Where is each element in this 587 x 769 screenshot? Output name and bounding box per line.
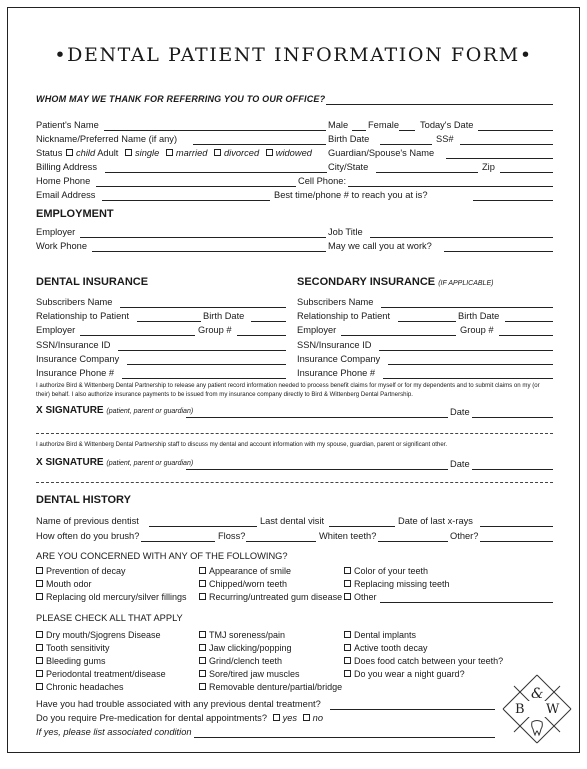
premed-yes-checkbox[interactable] (273, 714, 280, 721)
concern-chipped-checkbox[interactable] (199, 580, 206, 587)
secondary-group-label: Group # (460, 325, 494, 335)
secondary-group-field[interactable] (499, 335, 553, 336)
secondary-employer-label: Employer (297, 325, 337, 335)
primary-ssn-field[interactable] (118, 350, 286, 351)
concern-color[interactable] (344, 565, 428, 577)
check-bleeding-gums[interactable] (36, 655, 106, 667)
check-tooth-decay-label: Active tooth decay (354, 643, 428, 653)
job-title-label: Job Title (328, 227, 363, 237)
concern-missing-teeth-label: Replacing missing teeth (354, 579, 450, 589)
cell-phone-field[interactable] (348, 186, 553, 187)
check-periodontal-label: Periodontal treatment/disease (46, 669, 166, 679)
birth-date-label: Birth Date (328, 134, 370, 144)
concern-fillings-checkbox[interactable] (36, 593, 43, 600)
check-bleeding-gums-label: Bleeding gums (46, 656, 106, 666)
signature-1-note: (patient, parent or guardian) (106, 408, 194, 415)
check-dry-mouth-label: Dry mouth/Sjogrens Disease (46, 630, 161, 640)
check-denture-checkbox[interactable] (199, 683, 206, 690)
may-we-call-field[interactable] (444, 251, 553, 252)
cell-phone-label: Cell Phone: (298, 176, 347, 186)
primary-company-label: Insurance Company (36, 354, 120, 364)
tooth-icon (532, 721, 543, 736)
whiten-label: Whiten teeth? (319, 531, 377, 541)
primary-employer-field[interactable] (80, 335, 195, 336)
status-married-label: married (175, 148, 208, 158)
concern-missing-teeth-checkbox[interactable] (344, 580, 351, 587)
primary-group-field[interactable] (237, 335, 286, 336)
secondary-insurance-note: (IF APPLICABLE) (438, 280, 494, 287)
primary-subscriber-label: Subscribers Name (36, 297, 113, 307)
signature-1-label: X SIGNATURE (36, 405, 104, 416)
check-jaw-muscles[interactable] (199, 668, 300, 680)
primary-birth-date-label: Birth Date (203, 311, 245, 321)
signature-2-date-label: Date (450, 459, 470, 469)
cut-line-1 (36, 433, 553, 434)
authorization-release-text: I authorize Bird & Wittenberg Dental Partnership to release any patient record information needed to process benefit claims for myself or for my dependents and to submit claims on my (or their) behalf. I also authorize insurance payments to be issued from my insurance company directly to Bird & Wittenberg Dental Partnership. (36, 382, 540, 398)
primary-relationship-label: Relationship to Patient (36, 311, 130, 321)
ssn-field[interactable] (460, 144, 553, 145)
job-title-field[interactable] (370, 237, 553, 238)
status-married-checkbox[interactable] (166, 149, 173, 156)
work-phone-field[interactable] (92, 251, 326, 252)
trouble-field[interactable] (330, 709, 495, 710)
check-dry-mouth[interactable] (36, 629, 161, 641)
signature-2-date-field[interactable] (472, 469, 553, 470)
primary-relationship-field[interactable] (137, 321, 201, 322)
premed-yes-label: yes (282, 713, 298, 723)
ssn-label: SS# (436, 134, 454, 144)
premed-label: Do you require Pre-medication for dental appointments? (36, 713, 268, 723)
premed-no-label: no (312, 713, 324, 723)
concern-color-checkbox[interactable] (344, 567, 351, 574)
check-sensitivity-label: Tooth sensitivity (46, 643, 110, 653)
check-food-catch[interactable] (344, 655, 503, 667)
billing-label: Billing Address (36, 162, 97, 172)
check-implants-checkbox[interactable] (344, 631, 351, 638)
premed-row (36, 712, 323, 724)
other-label: Other? (450, 531, 479, 541)
may-we-call-label: May we call you at work? (328, 241, 432, 251)
bw-logo (502, 674, 572, 744)
concern-other-checkbox[interactable] (344, 593, 351, 600)
conditions-field[interactable] (194, 737, 495, 738)
billing-field[interactable] (105, 172, 327, 173)
brush-label: How often do you brush? (36, 531, 140, 541)
secondary-birth-date-field[interactable] (505, 321, 553, 322)
logo-ampersand: & (531, 686, 544, 702)
check-grind[interactable] (199, 655, 282, 667)
checklist-heading: PLEASE CHECK ALL THAT APPLY (36, 613, 183, 623)
check-implants-label: Dental implants (354, 630, 417, 640)
signature-2-note: (patient, parent or guardian) (106, 460, 194, 467)
primary-company-field[interactable] (127, 364, 286, 365)
concern-other[interactable] (344, 591, 377, 603)
primary-birth-date-field[interactable] (251, 321, 286, 322)
last-visit-field[interactable] (329, 526, 395, 527)
check-night-guard-label: Do you wear a night guard? (354, 669, 465, 679)
signature-1-block (36, 405, 193, 416)
concern-mouth-odor-checkbox[interactable] (36, 580, 43, 587)
concern-fillings-label: Replacing old mercury/silver fillings (46, 592, 187, 602)
city-state-field[interactable] (376, 172, 478, 173)
concern-appearance-label: Appearance of smile (209, 566, 292, 576)
status-divorced-checkbox[interactable] (214, 149, 221, 156)
check-jaw-muscles-checkbox[interactable] (199, 670, 206, 677)
status-single-label: single (135, 148, 160, 158)
signature-2-block (36, 457, 193, 468)
status-options (66, 147, 312, 159)
nickname-label: Nickname/Preferred Name (if any) (36, 134, 178, 144)
concern-prevention-label: Prevention of decay (46, 566, 126, 576)
check-jaw-clicking-checkbox[interactable] (199, 644, 206, 651)
check-headaches-label: Chronic headaches (46, 682, 124, 692)
male-field[interactable] (352, 130, 366, 131)
secondary-subscriber-field[interactable] (381, 307, 553, 308)
primary-phone-field[interactable] (122, 378, 286, 379)
status-adult-label: Adult (97, 148, 119, 158)
form-title: •DENTAL PATIENT INFORMATION FORM• (54, 44, 533, 66)
check-jaw-clicking-label: Jaw clicking/popping (209, 643, 292, 653)
dental-history-heading: DENTAL HISTORY (36, 494, 131, 506)
work-phone-label: Work Phone (36, 241, 87, 251)
check-denture-label: Removable denture/partial/bridge (209, 682, 343, 692)
concern-other-field[interactable] (380, 602, 553, 603)
guardian-field[interactable] (446, 158, 553, 159)
authorization-discuss-text: I authorize Bird & Wittenberg Dental Partnership staff to discuss my dental and account information with my spouse, guardian, parent or significant other. (36, 441, 448, 448)
primary-subscriber-field[interactable] (120, 307, 286, 308)
email-label: Email Address (36, 190, 96, 200)
best-time-field[interactable] (473, 200, 553, 201)
todays-date-field[interactable] (478, 130, 553, 131)
concern-chipped-label: Chipped/worn teeth (209, 579, 288, 589)
check-sensitivity-checkbox[interactable] (36, 644, 43, 651)
employment-heading: EMPLOYMENT (36, 208, 114, 220)
city-state-label: City/State (328, 162, 369, 172)
logo-letter-b: B (515, 702, 525, 717)
concern-chipped[interactable] (199, 578, 287, 590)
best-time-label: Best time/phone # to reach you at is? (274, 190, 428, 200)
check-periodontal-checkbox[interactable] (36, 670, 43, 677)
concern-missing-teeth[interactable] (344, 578, 450, 590)
secondary-company-label: Insurance Company (297, 354, 381, 364)
guardian-label: Guardian/Spouse's Name (328, 148, 435, 158)
check-grind-label: Grind/clench teeth (209, 656, 283, 666)
primary-ssn-label: SSN/Insurance ID (36, 340, 111, 350)
brush-field[interactable] (141, 541, 215, 542)
signature-1-date-label: Date (450, 407, 470, 417)
home-phone-field[interactable] (96, 186, 296, 187)
concern-color-label: Color of your teeth (354, 566, 429, 576)
concern-prevention-checkbox[interactable] (36, 567, 43, 574)
cut-line-2 (36, 482, 553, 483)
signature-1-date-field[interactable] (472, 417, 553, 418)
home-phone-label: Home Phone (36, 176, 91, 186)
logo-letter-w: W (546, 702, 560, 717)
nickname-field[interactable] (193, 144, 326, 145)
check-food-catch-checkbox[interactable] (344, 657, 351, 664)
female-label: Female (368, 120, 400, 130)
check-bleeding-gums-checkbox[interactable] (36, 657, 43, 664)
check-night-guard[interactable] (344, 668, 465, 680)
last-xrays-label: Date of last x-rays (398, 516, 473, 526)
check-food-catch-label: Does food catch between your teeth? (354, 656, 504, 666)
email-field[interactable] (102, 200, 270, 201)
secondary-insurance-heading (297, 276, 493, 288)
primary-employer-label: Employer (36, 325, 76, 335)
employer-field[interactable] (80, 237, 326, 238)
secondary-phone-label: Insurance Phone # (297, 368, 376, 378)
primary-group-label: Group # (198, 325, 232, 335)
conditions-label: If yes, please list associated condition (36, 727, 192, 737)
floss-label: Floss? (218, 531, 246, 541)
referral-question: WHOM MAY WE THANK FOR REFERRING YOU TO OUR OFFICE? (36, 94, 326, 104)
signature-1-field[interactable] (186, 417, 448, 418)
previous-dentist-label: Name of previous dentist (36, 516, 139, 526)
check-sensitivity[interactable] (36, 642, 110, 654)
status-divorced-label: divorced (224, 148, 260, 158)
concern-prevention[interactable] (36, 565, 126, 577)
status-label: Status (36, 148, 63, 158)
check-tooth-decay-checkbox[interactable] (344, 644, 351, 651)
previous-dentist-field[interactable] (149, 526, 257, 527)
secondary-relationship-label: Relationship to Patient (297, 311, 391, 321)
status-widowed-checkbox[interactable] (266, 149, 273, 156)
concerns-heading: ARE YOU CONCERNED WITH ANY OF THE FOLLOWING? (36, 551, 288, 561)
secondary-birth-date-label: Birth Date (458, 311, 500, 321)
todays-date-label: Today's Date (420, 120, 474, 130)
whiten-field[interactable] (378, 541, 448, 542)
concern-gum-disease[interactable] (199, 591, 342, 603)
concern-mouth-odor[interactable] (36, 578, 92, 590)
patient-name-field[interactable] (104, 130, 326, 131)
employer-label: Employer (36, 227, 76, 237)
premed-no-checkbox[interactable] (303, 714, 310, 721)
secondary-company-field[interactable] (388, 364, 553, 365)
last-xrays-field[interactable] (480, 526, 553, 527)
concern-appearance-checkbox[interactable] (199, 567, 206, 574)
check-jaw-muscles-label: Sore/tired jaw muscles (209, 669, 300, 679)
signature-2-field[interactable] (186, 469, 448, 470)
floss-field[interactable] (246, 541, 316, 542)
secondary-ssn-field[interactable] (379, 350, 553, 351)
check-night-guard-checkbox[interactable] (344, 670, 351, 677)
secondary-phone-field[interactable] (383, 378, 553, 379)
check-jaw-clicking[interactable] (199, 642, 292, 654)
status-single-checkbox[interactable] (125, 149, 132, 156)
concern-appearance[interactable] (199, 565, 291, 577)
secondary-subscriber-label: Subscribers Name (297, 297, 374, 307)
concern-gum-disease-checkbox[interactable] (199, 593, 206, 600)
check-tmj-label: TMJ soreness/pain (209, 630, 286, 640)
secondary-employer-field[interactable] (341, 335, 456, 336)
form-page (7, 7, 580, 753)
secondary-relationship-field[interactable] (398, 321, 456, 322)
check-dry-mouth-checkbox[interactable] (36, 631, 43, 638)
check-headaches-checkbox[interactable] (36, 683, 43, 690)
status-widowed-label: widowed (275, 148, 312, 158)
primary-phone-label: Insurance Phone # (36, 368, 115, 378)
zip-field[interactable] (500, 172, 553, 173)
trouble-label: Have you had trouble associated with any previous dental treatment? (36, 699, 321, 709)
check-headaches[interactable] (36, 681, 124, 693)
status-child-label: child (76, 148, 96, 158)
female-field[interactable] (399, 130, 415, 131)
secondary-insurance-title: SECONDARY INSURANCE (297, 276, 436, 288)
other-field[interactable] (480, 541, 553, 542)
check-implants[interactable] (344, 629, 416, 641)
check-periodontal[interactable] (36, 668, 166, 680)
last-visit-label: Last dental visit (260, 516, 325, 526)
male-label: Male (328, 120, 349, 130)
signature-2-label: X SIGNATURE (36, 457, 104, 468)
check-tooth-decay[interactable] (344, 642, 428, 654)
concern-gum-disease-label: Recurring/untreated gum disease (209, 592, 343, 602)
patient-name-label: Patient's Name (36, 120, 99, 130)
check-grind-checkbox[interactable] (199, 657, 206, 664)
status-child-checkbox[interactable] (66, 149, 73, 156)
dental-insurance-heading: DENTAL INSURANCE (36, 276, 149, 288)
check-tmj-checkbox[interactable] (199, 631, 206, 638)
secondary-ssn-label: SSN/Insurance ID (297, 340, 372, 350)
zip-label: Zip (482, 162, 495, 172)
birth-date-field[interactable] (380, 144, 432, 145)
concern-mouth-odor-label: Mouth odor (46, 579, 92, 589)
concern-fillings[interactable] (36, 591, 187, 603)
concern-other-label: Other (354, 592, 377, 602)
check-denture[interactable] (199, 681, 342, 693)
check-tmj[interactable] (199, 629, 285, 641)
referral-field[interactable] (326, 104, 553, 105)
